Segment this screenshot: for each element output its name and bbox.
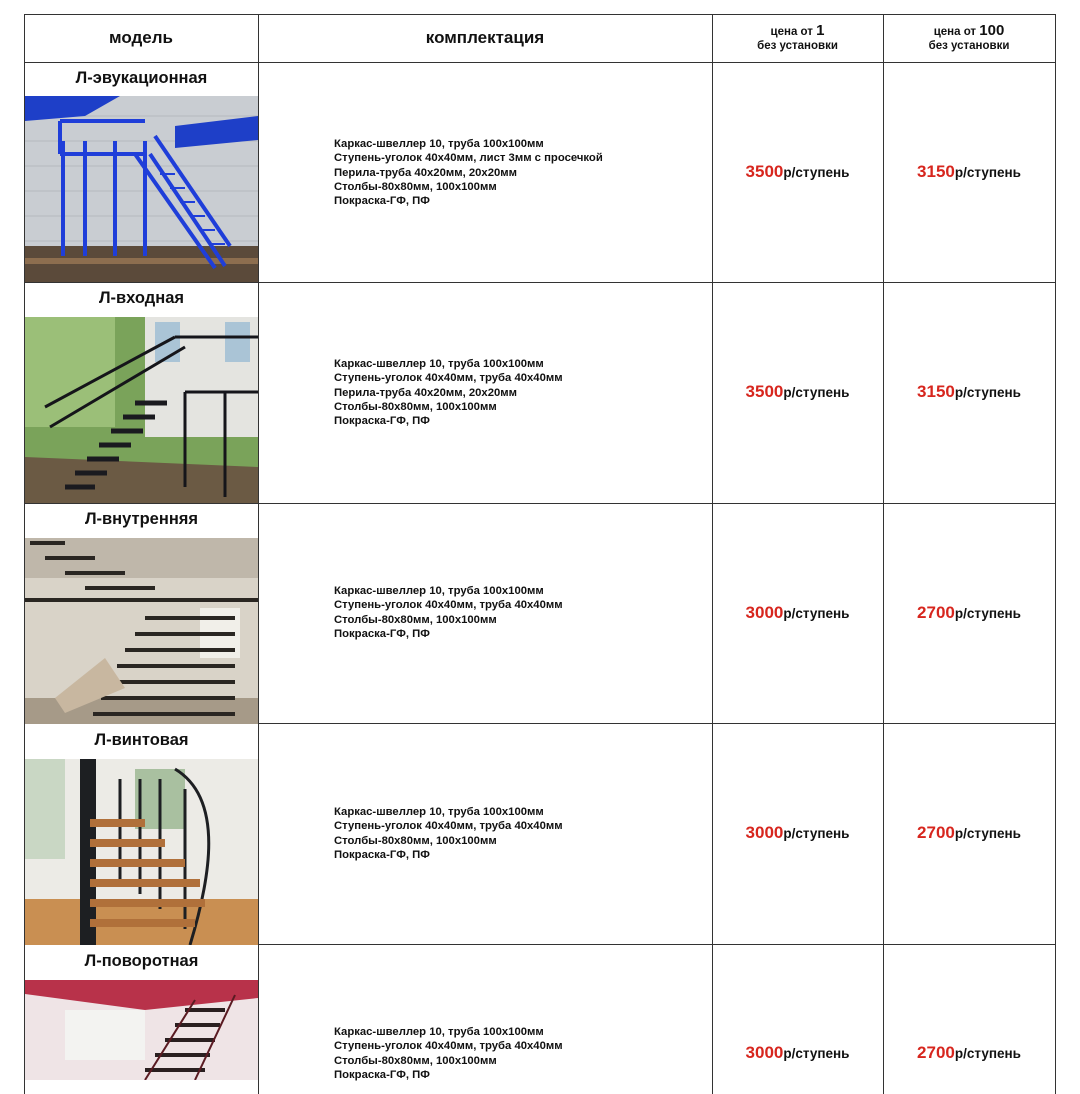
spec-list: [334, 137, 603, 208]
spec-line: Каркас-швеллер 10, труба 100х100мм: [334, 358, 544, 370]
spec-line: Каркас-швеллер 10, труба 100х100мм: [334, 138, 544, 150]
spec-list: [334, 1025, 563, 1082]
spec-line: Столбы-80х80мм, 100х100мм: [334, 180, 497, 193]
price-value: 3500: [745, 162, 784, 181]
header-price-prefix: цена от: [770, 25, 813, 38]
spec-line: Каркас-швеллер 10, труба 100х100мм: [334, 585, 544, 597]
spec-line: Столбы-80х80мм, 100х100мм: [334, 1054, 497, 1067]
spec-line: Покраска-ГФ, ПФ: [334, 1068, 430, 1081]
spec-line: Каркас-швеллер 10, труба 100х100мм: [334, 1026, 544, 1038]
spec-line: Ступень-уголок 40х40мм, труба 40х40мм: [334, 820, 563, 833]
price-from-1: [712, 382, 883, 402]
price-unit: р/ступень: [954, 606, 1021, 621]
price-value: 2700: [917, 1043, 955, 1062]
spec-list: [334, 584, 563, 641]
row-divider: [24, 282, 1056, 283]
price-unit: р/ступень: [783, 1046, 850, 1061]
spec-line: Ступень-уголок 40х40мм, лист 3мм с просечкой: [334, 152, 603, 165]
price-from-1: [712, 603, 883, 623]
price-unit: р/ступень: [954, 165, 1021, 180]
header-price-qty: 100: [979, 21, 1005, 39]
spec-line: Покраска-ГФ, ПФ: [334, 195, 430, 208]
price-from-1: [712, 1043, 883, 1063]
spec-line: Ступень-уголок 40х40мм, труба 40х40мм: [334, 372, 563, 385]
spec-line: Каркас-швеллер 10, труба 100х100мм: [334, 806, 544, 818]
spec-line: Перила-труба 40х20мм, 20х20мм: [334, 386, 517, 399]
price-from-100: [883, 382, 1055, 402]
table-border-right: [1055, 14, 1056, 1094]
price-unit: р/ступень: [954, 1046, 1021, 1061]
spec-line: Покраска-ГФ, ПФ: [334, 415, 430, 428]
spec-list: [334, 805, 563, 862]
price-from-100: [883, 603, 1055, 623]
header-kit: комплектация: [425, 28, 545, 47]
entrance-stair-photo: [25, 317, 258, 503]
spec-line: Ступень-уголок 40х40мм, труба 40х40мм: [334, 1040, 563, 1053]
header-price-prefix: цена от: [933, 25, 977, 38]
spiral-stair-photo: [25, 759, 258, 945]
row-divider: [24, 503, 1056, 504]
price-value: 3150: [917, 162, 955, 181]
header-model: модель: [108, 28, 173, 47]
model-name: Л-входная: [98, 289, 185, 307]
price-unit: р/ступень: [783, 606, 850, 621]
spec-list: [334, 357, 563, 428]
spec-line: Столбы-80х80мм, 100х100мм: [334, 834, 497, 847]
header-price-note: без установки: [928, 39, 1010, 52]
spec-line: Столбы-80х80мм, 100х100мм: [334, 613, 497, 626]
price-value: 2700: [917, 823, 955, 842]
spec-line: Столбы-80х80мм, 100х100мм: [334, 400, 497, 413]
header-divider: [24, 62, 1056, 63]
price-unit: р/ступень: [783, 385, 850, 400]
price-value: 2700: [917, 603, 955, 622]
header-price-note: без установки: [757, 39, 838, 52]
model-name: Л-винтовая: [94, 731, 189, 749]
model-name: Л-внутренняя: [84, 510, 199, 528]
price-from-1: [712, 162, 883, 182]
price-from-100: [883, 1043, 1055, 1063]
header-price-1: [712, 14, 883, 62]
price-from-100: [883, 162, 1055, 182]
price-unit: р/ступень: [783, 165, 850, 180]
price-unit: р/ступень: [783, 826, 850, 841]
header-price-qty: 1: [816, 21, 825, 39]
spec-line: Покраска-ГФ, ПФ: [334, 627, 430, 640]
turning-stair-photo: [25, 980, 258, 1080]
spec-line: Перила-труба 40х20мм, 20х20мм: [334, 166, 517, 179]
spec-line: Ступень-уголок 40х40мм, труба 40х40мм: [334, 599, 563, 612]
price-unit: р/ступень: [954, 385, 1021, 400]
column-divider: [258, 14, 259, 1094]
model-name: Л-эвукационная: [75, 69, 208, 87]
header-price-100: [883, 14, 1055, 62]
price-value: 3000: [745, 1043, 784, 1062]
model-name: Л-поворотная: [84, 952, 199, 970]
evacuation-stair-photo: [25, 96, 258, 282]
price-value: 3000: [745, 603, 784, 622]
interior-stair-photo: [25, 538, 258, 724]
price-unit: р/ступень: [954, 826, 1021, 841]
spec-line: Покраска-ГФ, ПФ: [334, 848, 430, 861]
price-value: 3000: [745, 823, 784, 842]
price-value: 3150: [917, 382, 955, 401]
price-value: 3500: [745, 382, 784, 401]
price-from-1: [712, 823, 883, 843]
price-from-100: [883, 823, 1055, 843]
